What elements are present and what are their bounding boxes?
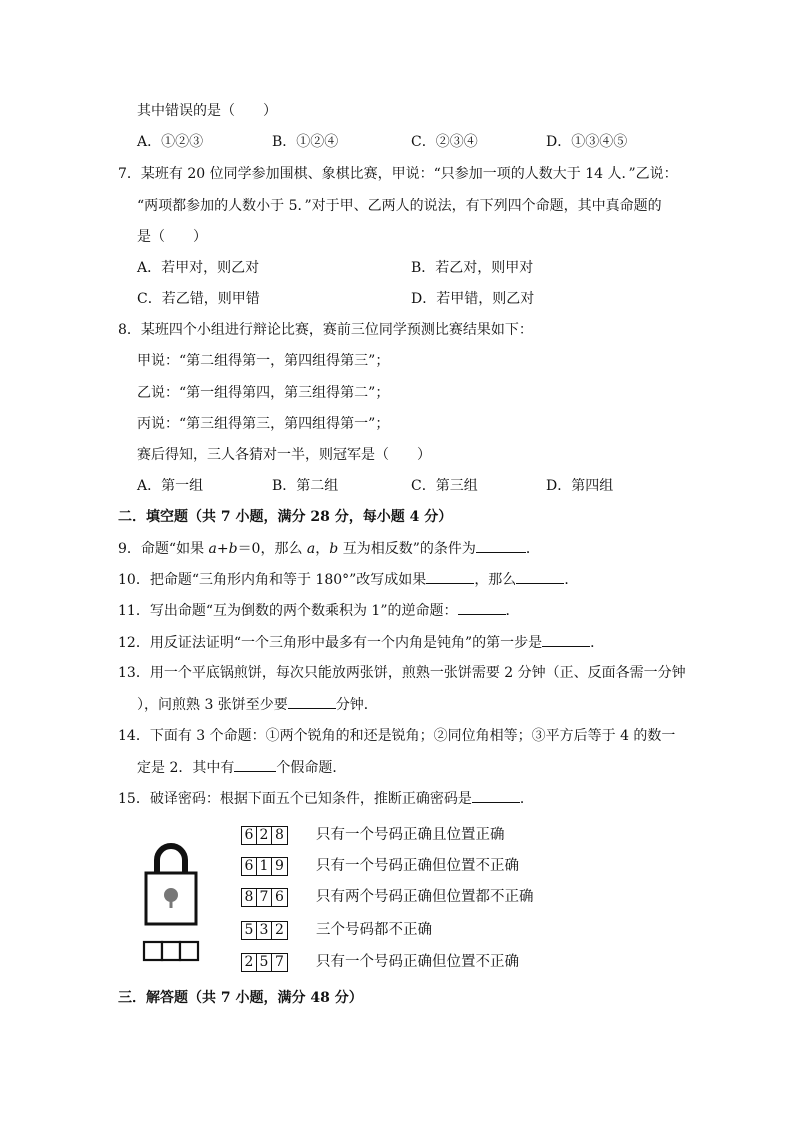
q7-option-a: A．若甲对，则乙对: [137, 260, 260, 276]
digit: 2: [257, 827, 272, 844]
q14-line2: 定是 2．其中有 个假命题．: [137, 757, 346, 778]
q8-stem: 赛后得知，三人各猜对一半，则冠军是（ ）: [137, 447, 431, 463]
q6-stem: 其中错误的是（ ）: [137, 103, 277, 119]
section-2-heading: 二．填空题（共 7 小题，满分 28 分，每小题 4 分）: [118, 509, 453, 525]
q13-line1: 13．用一个平底锅煎饼，每次只能放两张饼，煎熟一张饼需要 2 分钟（正、反面各需一分钟: [118, 665, 686, 681]
q15-stem: 15．破译密码：根据下面五个已知条件，推断正确密码是 ．: [118, 788, 534, 809]
q12-answer-blank[interactable]: [542, 632, 590, 647]
q11: 11．写出命题“互为倒数的两个数乘积为 1”的逆命题： ．: [118, 600, 520, 621]
clue-2-text: 只有一个号码正确但位置不正确: [316, 858, 519, 874]
q6-option-c: C．②③④: [411, 134, 478, 150]
clue-2-digits: [241, 857, 288, 876]
q6-option-b: B．①②④: [272, 134, 339, 150]
q10-then-blank[interactable]: [516, 569, 564, 584]
digit: 7: [257, 889, 272, 906]
q9: 9．命题“如果 a+b＝0，那么 a，b 互为相反数”的条件为 ．: [118, 538, 540, 559]
clue-3-digits: [241, 888, 288, 907]
q8-option-c: C．第三组: [411, 478, 478, 494]
q8-yi: 乙说：“第一组得第四，第三组得第二”；: [137, 385, 390, 401]
q7-line1: 7．某班有 20 位同学参加围棋、象棋比赛，甲说：“只参加一项的人数大于 14 人．”乙说：: [118, 166, 678, 182]
q9-answer-blank[interactable]: [476, 538, 526, 553]
q8-option-d: D．第四组: [546, 478, 614, 494]
digit: 5: [242, 922, 257, 939]
q8-jia: 甲说：“第二组得第一，第四组得第三”；: [137, 353, 390, 369]
q7-line2: “两项都参加的人数小于 5．”对于甲、乙两人的说法，有下列四个命题，其中真命题的: [137, 198, 662, 214]
q7-option-b: B．若乙对，则甲对: [411, 260, 534, 276]
padlock-icon: [138, 838, 208, 968]
section-3-heading: 三．解答题（共 7 小题，满分 48 分）: [118, 990, 363, 1006]
digit: 7: [275, 954, 284, 970]
q8-line1: 8．某班四个小组进行辩论比赛，赛前三位同学预测比赛结果如下：: [118, 322, 533, 338]
digit: 2: [275, 922, 284, 938]
digit: 2: [242, 954, 257, 971]
digit: 5: [257, 954, 272, 971]
q7-option-d: D．若甲错，则乙对: [411, 291, 535, 307]
digit: 6: [242, 827, 257, 844]
q10: 10．把命题“三角形内角和等于 180°”改写成如果 ，那么 ．: [118, 569, 578, 590]
q12: 12．用反证法证明“一个三角形中最多有一个内角是钝角”的第一步是 ．: [118, 632, 604, 653]
clue-3-text: 只有两个号码正确但位置都不正确: [316, 889, 534, 905]
digit: 6: [275, 889, 284, 905]
q7-line3: 是（ ）: [137, 229, 207, 245]
clue-4-text: 三个号码都不正确: [316, 922, 432, 938]
digit: 8: [242, 889, 257, 906]
digit: 8: [275, 827, 284, 843]
q14-answer-blank[interactable]: [234, 757, 276, 772]
q7-option-c: C．若乙错，则甲错: [137, 291, 260, 307]
digit: 1: [257, 858, 272, 875]
clue-1-text: 只有一个号码正确且位置正确: [316, 827, 505, 843]
digit: 6: [242, 858, 257, 875]
q6-option-d: D．①③④⑤: [546, 134, 628, 150]
q11-answer-blank[interactable]: [458, 600, 506, 615]
clue-5-text: 只有一个号码正确但位置不正确: [316, 954, 519, 970]
clue-1-digits: [241, 826, 288, 845]
digit: 9: [275, 858, 284, 874]
clue-5-digits: [241, 953, 288, 972]
q14-line1: 14．下面有 3 个命题：①两个锐角的和还是锐角；②同位角相等；③平方后等于 4 的数一: [118, 728, 676, 744]
digit: 3: [257, 922, 272, 939]
q15-answer-blank[interactable]: [472, 788, 520, 803]
q8-option-a: A．第一组: [137, 478, 204, 494]
q10-if-blank[interactable]: [426, 569, 474, 584]
q8-bing: 丙说：“第三组得第三，第四组得第一”；: [137, 416, 390, 432]
q13-answer-blank[interactable]: [288, 694, 336, 709]
q8-option-b: B．第二组: [272, 478, 339, 494]
q6-option-a: A．①②③: [137, 134, 204, 150]
q13-line2: ），问煎熟 3 张饼至少要 分钟．: [137, 694, 378, 715]
clue-4-digits: [241, 921, 288, 940]
